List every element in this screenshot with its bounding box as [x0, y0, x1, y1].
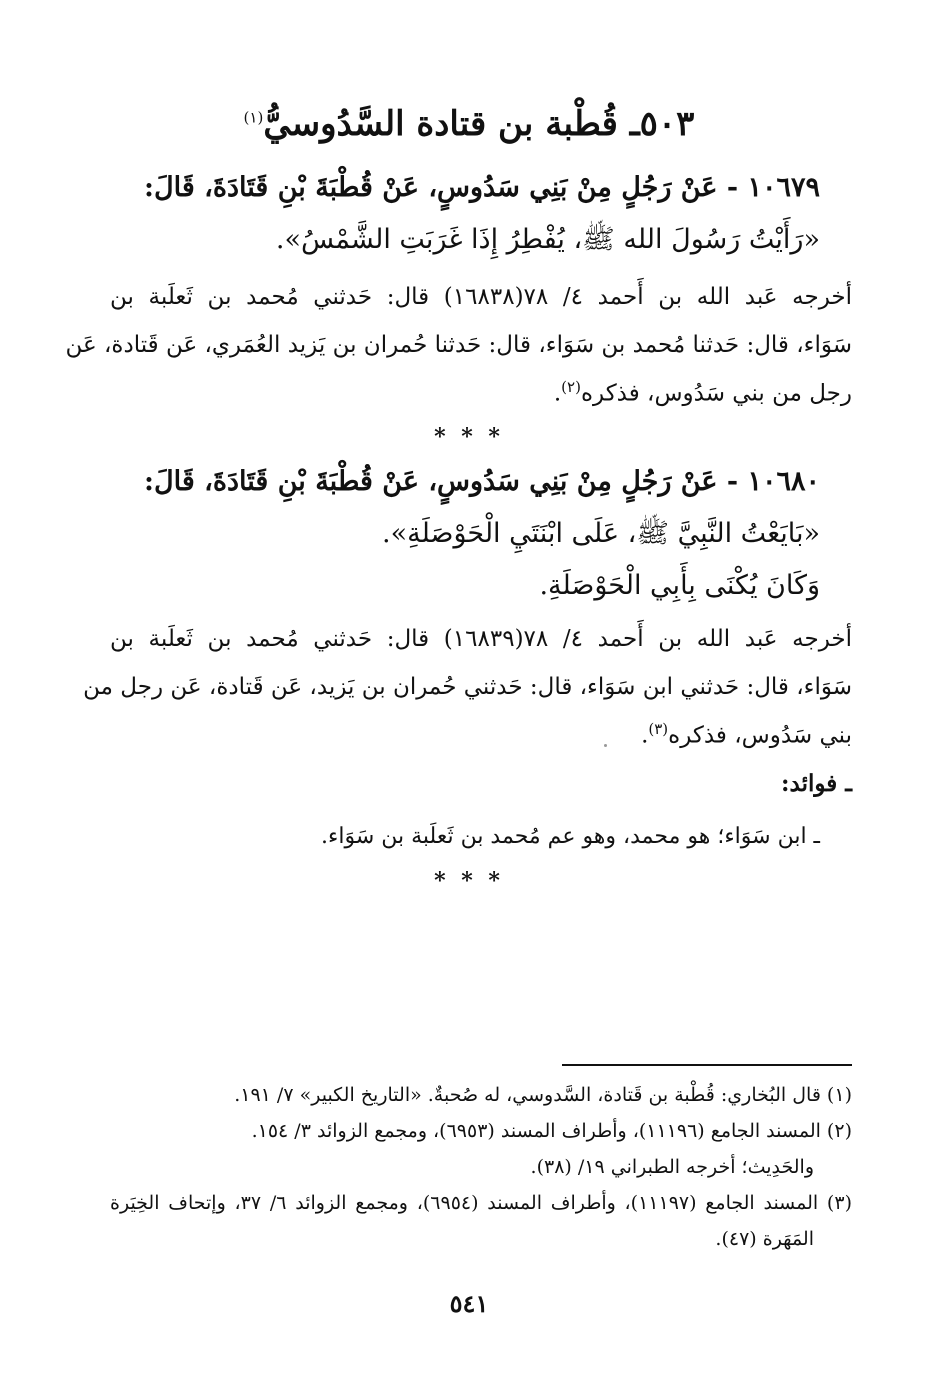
- benefits-title: ـ فوائد:: [781, 770, 852, 797]
- takhrij-2-line-3: [110, 720, 852, 750]
- benefit-item-1: ـ ابن سَوَاء؛ هو محمد، وهو عم مُحمد بن ثَعلَبة بن سَوَاء.: [321, 824, 820, 849]
- footnote-divider: [562, 1064, 852, 1066]
- footnote-1: (١) قال البُخاري: قُطْبة بن قَتادة، السَّدوسي، له صُحبةٌ. «التاريخ الكبير» ٧/ ١٩١.: [234, 1084, 852, 1106]
- takhrij-1-line-3-text: رجل من بني سَدُوس، فذكره: [580, 380, 852, 407]
- footnote-marker-2[interactable]: (٢): [561, 378, 581, 396]
- takhrij-2-line-1: أخرجه عَبد الله بن أَحمد ٤/ ٧٨(١٦٨٣٩) قال: حَدثني مُحمد بن ثَعلَبة بن: [110, 626, 852, 652]
- takhrij-2-line-3-text: بني سَدُوس، فذكره: [668, 722, 852, 749]
- footnote-3-line-1: (٣) المسند الجامع (١١١٩٧)، وأطراف المسند (٦٩٥٤)، ومجمع الزوائد ٦/ ٣٧، وإتحاف الخِيَرة: [110, 1192, 852, 1214]
- page-number: ٥٤١: [449, 1289, 489, 1318]
- takhrij-1-line-3: [110, 378, 852, 408]
- separator-stars-1: * * *: [434, 424, 504, 450]
- footnote-2-line-2: والحَدِيث؛ أخرجه الطبراني ١٩/ (٣٨).: [530, 1156, 814, 1178]
- takhrij-1-line-1: أخرجه عَبد الله بن أَحمد ٤/ ٧٨(١٦٨٣٨) قال: حَدثني مُحمد بن ثَعلَبة بن: [110, 284, 852, 310]
- separator-stars-2: * * *: [434, 868, 504, 894]
- chapter-heading: [0, 104, 938, 145]
- hadith-2-line-3: وَكَانَ يُكْنَى بِأَبِي الْحَوْصَلَةِ.: [539, 570, 820, 601]
- footnote-3-line-2: المَهَرة (٤٧).: [715, 1228, 814, 1250]
- takhrij-2-line-2: سَوَاء، قال: حَدثني ابن سَوَاء، قال: حَدثني حُمران بن يَزيد، عَن قَتادة، عَن رجل من: [83, 674, 852, 700]
- ink-speck: [604, 744, 607, 747]
- footnote-marker-1[interactable]: (١): [243, 108, 264, 127]
- hadith-2-line-2: «بَايَعْتُ النَّبِيَّ ﷺ، عَلَى ابْنَتَيِ الْحَوْصَلَةِ».: [382, 518, 820, 549]
- footnote-marker-3[interactable]: (٣): [648, 720, 669, 738]
- hadith-2-line-1: ١٠٦٨٠ - عَنْ رَجُلٍ مِنْ بَنِي سَدُوسٍ، عَنْ قُطْبَةَ بْنِ قَتَادَةَ، قَالَ:: [144, 466, 820, 497]
- takhrij-2-end: .: [641, 722, 649, 749]
- takhrij-1-end: .: [553, 380, 562, 407]
- takhrij-1-line-2: سَوَاء، قال: حَدثنا مُحمد بن سَوَاء، قال: حَدثنا حُمران بن يَزيد العُمَري، عَن قَتادة، عَن: [65, 332, 852, 358]
- hadith-1-line-2: «رَأَيْتُ رَسُولَ الله ﷺ، يُفْطِرُ إِذَا غَرَبَتِ الشَّمْسُ».: [275, 224, 820, 255]
- chapter-heading-text: ٥٠٣ـ قُطْبة بن قتادة السَّدُوسيُّ: [263, 104, 695, 144]
- hadith-1-line-1: ١٠٦٧٩ - عَنْ رَجُلٍ مِنْ بَنِي سَدُوسٍ، عَنْ قُطْبَةَ بْنِ قَتَادَةَ، قَالَ:: [144, 172, 820, 203]
- footnote-2-line-1: (٢) المسند الجامع (١١١٩٦)، وأطراف المسند (٦٩٥٣)، ومجمع الزوائد ٣/ ١٥٤.: [251, 1120, 852, 1142]
